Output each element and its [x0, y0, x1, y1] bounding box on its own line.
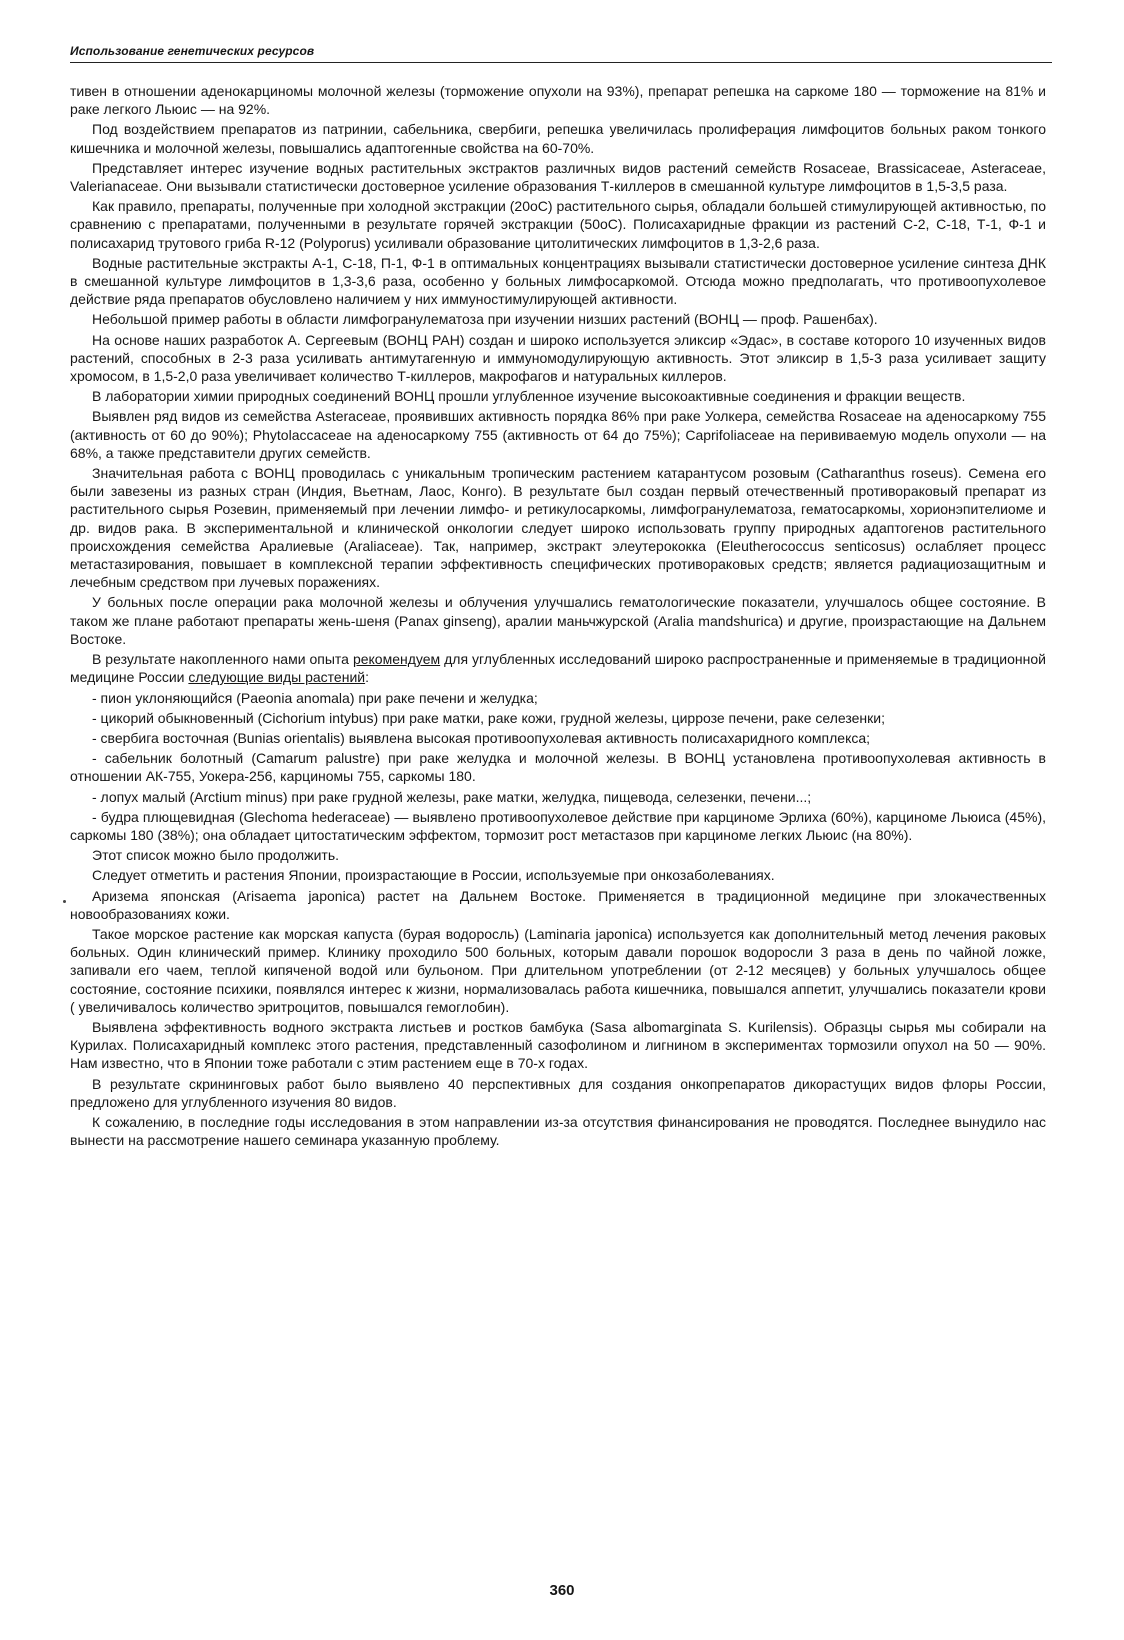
- body-text: [70, 82, 1046, 1151]
- paragraph: У больных после операции рака молочной железы и облучения улучшались гематологические показатели, улучшалось общее состояние. В таком же плане работают препараты жень-шеня (Panax ginseng), аралии маньчжурской (Aralia mandshurica) и другие, произрастающие на Дальнем Востоке.: [70, 594, 1046, 647]
- page-number: 360: [549, 1582, 575, 1599]
- paragraph: Следует отметить и растения Японии, произрастающие в России, используемые при онкозаболеваниях.: [92, 867, 775, 884]
- header-rule: [70, 62, 1052, 63]
- paragraph: К сожалению, в последние годы исследования в этом направлении из-за отсутствия финансирования не проводятся. Последнее вынудило нас вынести на рассмотрение нашего семинара указанную проблему.: [70, 1113, 1046, 1149]
- paragraph: Под воздействием препаратов из патринии, сабельника, свербиги, репешка увеличилась пролиферация лимфоцитов больных раком тонкого кишечника и молочной железы, повышались адаптогенные свойства на 60-70%.: [70, 121, 1046, 156]
- list-item: - лопух малый (Arctium minus) при раке грудной железы, раке матки, желудка, пищевода, селезенки, печени...;: [92, 788, 812, 805]
- list-item: - цикорий обыкновенный (Cichorium intybus) при раке матки, раке кожи, грудной железы, циррозе печени, раке селезенки;: [92, 709, 885, 726]
- margin-dot: [63, 900, 66, 903]
- paragraph: В результате скрининговых работ было выявлено 40 перспективных для создания онкопрепаратов дикорастущих видов флоры России, предложено для углубленного изучения 80 видов.: [70, 1075, 1046, 1110]
- recommend-underlined-word: рекомендуем: [352, 651, 441, 668]
- paragraph: Значительная работа с ВОНЦ проводилась с уникальным тропическим растением катарантусом розовым (Catharanthus roseus). Семена его были завезены из разных стран (Индия, Вьетнам, Лаос, Конго). В результате был создан первый отечественный противораковый препарат из растительного сырья Розевин, применяемый при лечении лимфо- и ретикулосаркомы, лимфогранулематоза, гематосаркомы, хорионэпителиоме и др. видов рака. В экспериментальной и клинической онкологии следует широко использовать группу природных адаптогенов растительного происхождения семейства Аралиевые (Araliaceae). Так, например, экстракт элеутерококка (Eleutherococcus senticosus) ослабляет процесс метастазирования, повышает в комплексной терапии эффективность специфических противораковых средств; является радиациозащитным и лечебным средством при лучевых поражениях.: [70, 465, 1046, 591]
- list-item: - будра плющевидная (Glechoma hederaceae) — выявлено противоопухолевое действие при карциноме Эрлиха (60%), карциноме Льюиса (45%), саркомы 180 (38%); она обладает цитостатическим эффектом, тормозит рост метастазов при карциноме легких Льюис (на 80%).: [70, 808, 1046, 843]
- paragraph: Аризема японская (Arisaema japonica) растет на Дальнем Востоке. Применяется в традиционной медицине при злокачественных новообразованиях кожи.: [70, 887, 1046, 922]
- list-item: - сабельник болотный (Camarum palustre) при раке желудка и молочной железы. В ВОНЦ установлена противоопухолевая активность в отношении АК-755, Уокера-256, карциномы 755, саркомы 180.: [70, 750, 1046, 785]
- recommend-underlined-phrase: следующие виды растений: [188, 669, 366, 686]
- recommend-text-end: :: [365, 669, 369, 686]
- recommend-text-middle: для углубленных исследований широко распространенные и применяемые в традиционной медицине России: [70, 651, 1046, 686]
- recommend-text-start: В результате накопленного нами опыта: [92, 651, 353, 668]
- paragraph: Выявлена эффективность водного экстракта листьев и ростков бамбука (Sasa albomarginata S. Kurilensis). Образцы сырья мы собирали на Курилах. Полисахаридный комплекс этого растения, представленный сазофолином и лигнином в экспериментах тормозили опухол на 50 — 90%. Нам известно, что в Японии тоже работали с этим растением еще в 70-х годах.: [70, 1018, 1046, 1072]
- recommendation-paragraph: [70, 650, 1046, 686]
- paragraph: Небольшой пример работы в области лимфогранулематоза при изучении низших растений (ВОНЦ — проф. Рашенбах).: [92, 311, 878, 328]
- list-item: - свербига восточная (Bunias orientalis) выявлена высокая противоопухолевая активность полисахаридного комплекса;: [92, 729, 871, 746]
- paragraph: Представляет интерес изучение водных растительных экстрактов различных видов растений семейств Rosaceae, Brassicaceae, Asteraceae, Valerianaceae. Они вызывали статистически достоверное усиление образования Т-киллеров в смешанной культуре лимфоцитов в 1,5-3,5 раза.: [70, 159, 1046, 195]
- paragraph: Как правило, препараты, полученные при холодной экстракции (20оС) растительного сырья, обладали большей стимулирующей активностью, по сравнению с препаратами, полученными в результате горячей экстракции (50оС). Полисахаридные фракции из растений С-2, С-18, Т-1, Ф-1 и полисахарид трутового гриба R-12 (Polyporus) усиливали образование цитолитических лимфоцитов в 1,3-2,6 раза.: [70, 198, 1046, 251]
- paragraph: тивен в отношении аденокарциномы молочной железы (торможение опухоли на 93%), препарат репешка на саркоме 180 — торможение на 81% и раке легкого Льюис — на 92%.: [70, 83, 1046, 118]
- paragraph: Такое морское растение как морская капуста (бурая водоросль) (Laminaria japonica) используется как дополнительный метод лечения раковых больных. Один клинический пример. Клинику проходило 500 больных, которым давали порошок водоросли 3 раза в день по чайной ложке, запивали его чаем, теплой кипяченой водой или бульоном. При длительном употреблении (от 2-12 месяцев) у больных улучшалось общее состояние, состояние психики, появлялся интерес к жизни, нормализовалась работа кишечника, повышался аппетит, улучшались показатели крови ( увеличивалось количество эритроцитов, повышался гемоглобин).: [70, 925, 1046, 1015]
- paragraph: Водные растительные экстракты А-1, С-18, П-1, Ф-1 в оптимальных концентрациях вызывали статистически достоверное усиление синтеза ДНК в смешанной культуре лимфоцитов в 1,3-3,6 раза, особенно у больных лимфосаркомой. Отсюда можно предполагать, что противоопухолевое действие ряда препаратов обусловлено наличием у них иммуностимулирующей активности.: [70, 254, 1046, 308]
- paragraph: На основе наших разработок А. Сергеевым (ВОНЦ РАН) создан и широко используется эликсир «Эдас», в составе которого 10 изученных видов растений, способных в 2-3 раза усиливать антимутагенную и иммуномодулирующую активность. Этот эликсир в 1,5-3 раза усиливает защиту хромосом, в 1,5-2,0 раза увеличивает количество Т-киллеров, макрофагов и натуральных киллеров.: [70, 331, 1046, 385]
- running-header: Использование генетических ресурсов: [70, 44, 315, 58]
- paragraph: Выявлен ряд видов из семейства Asteraceae, проявивших активность порядка 86% при раке Уолкера, семейства Rosaceae на аденосаркому 755 (активность от 60 до 90%); Phytolaccaceae на аденосаркому 755 (активность от 64 до 75%); Caprifoliaceae на перививаемую модель опухоли — на 68%, а также представители других семейств.: [70, 408, 1046, 461]
- list-item: - пион уклоняющийся (Paeonia anomala) при раке печени и желудка;: [92, 689, 538, 706]
- paragraph: В лаборатории химии природных соединений ВОНЦ прошли углубленное изучение высокоактивные соединения и фракции веществ.: [92, 388, 966, 405]
- paragraph: Этот список можно было продолжить.: [92, 847, 340, 864]
